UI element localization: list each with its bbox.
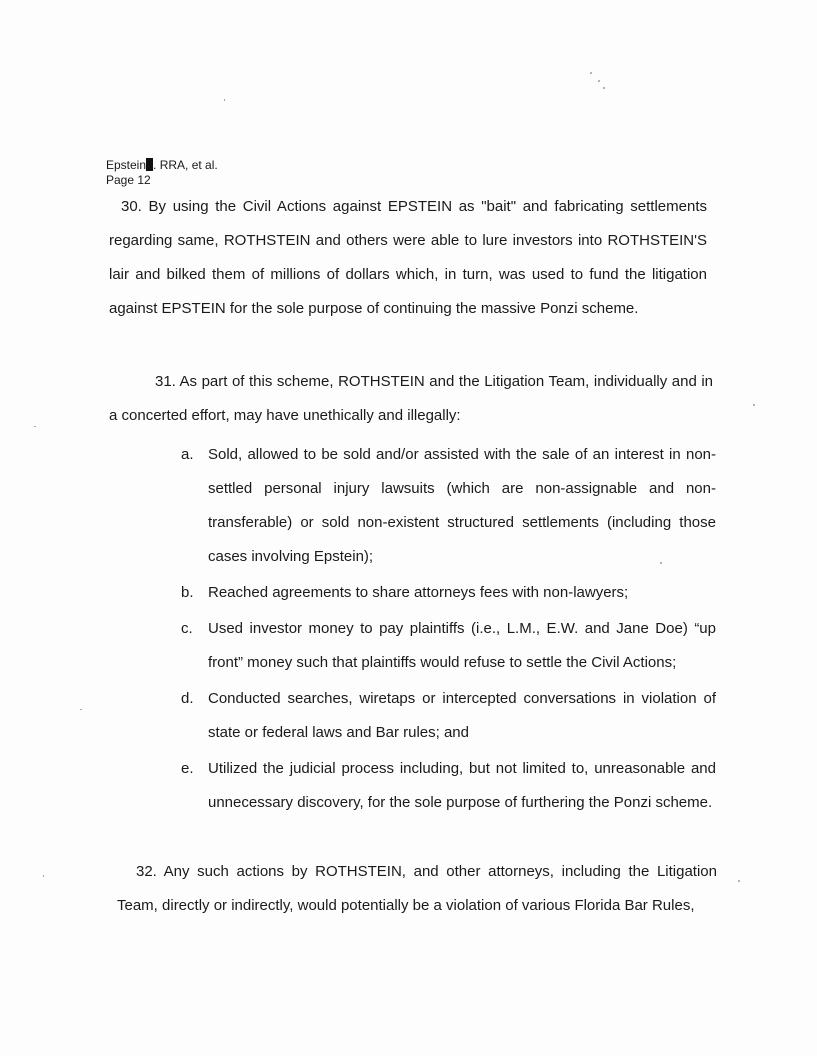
scan-speck — [738, 880, 740, 882]
paragraph-30: 30. By using the Civil Actions against EPSTEIN as "bait" and fabricating settlements regarding same, ROTHSTEIN and others were able to lure investors into ROTHSTEIN'S lair and bilked them of millions of dollars which, in turn, was used to fund the litigation against EPSTEIN for the sole purpose of continuing the massive Ponzi scheme. — [109, 198, 707, 317]
list-item-d — [181, 682, 716, 750]
redaction-mark — [146, 158, 153, 171]
scan-speck — [660, 562, 662, 564]
list-item-text: Sold, allowed to be sold and/or assisted with the sale of an interest in non-settled personal injury lawsuits (which are non-assignable and non-transferable) or sold non-existent structured settlements (including those cases involving Epstein); — [208, 446, 716, 565]
list-item-c — [181, 612, 716, 680]
list-item-text: Conducted searches, wiretaps or intercepted conversations in violation of state or federal laws and Bar rules; and — [208, 690, 716, 741]
scan-speck — [34, 426, 36, 427]
scan-speck — [598, 80, 600, 82]
list-marker: a. — [181, 446, 194, 463]
case-caption — [106, 158, 218, 173]
list-marker: c. — [181, 620, 193, 637]
scan-speck — [80, 709, 82, 710]
list-item-text: Reached agreements to share attorneys fees with non-lawyers; — [208, 584, 629, 601]
allegation-list — [181, 438, 716, 820]
list-marker: d. — [181, 690, 194, 707]
scan-speck — [590, 72, 592, 74]
scan-speck — [43, 875, 44, 877]
page-number: Page 12 — [106, 173, 151, 187]
page-header — [106, 158, 218, 188]
list-item-b — [181, 576, 716, 610]
list-item-e — [181, 752, 716, 820]
list-item-a — [181, 438, 716, 574]
list-item-text: Utilized the judicial process including, but not limited to, unreasonable and unnecessary discovery, for the sole purpose of furthering the Ponzi scheme. — [208, 760, 716, 811]
list-marker: b. — [181, 584, 194, 601]
scan-speck — [603, 87, 605, 89]
list-item-text: Used investor money to pay plaintiffs (i.e., L.M., E.W. and Jane Doe) “up front” money such that plaintiffs would refuse to settle the Civil Actions; — [208, 620, 716, 671]
case-caption-left: Epstein — [106, 158, 147, 172]
paragraph-32: 32. Any such actions by ROTHSTEIN, and other attorneys, including the Litigation Team, directly or indirectly, would potentially be a violation of various Florida Bar Rules, — [117, 863, 717, 914]
case-caption-right: . RRA, et al. — [153, 158, 218, 172]
list-marker: e. — [181, 760, 194, 777]
paragraph-31: 31. As part of this scheme, ROTHSTEIN and the Litigation Team, individually and in a concerted effort, may have unethically and illegally: — [109, 373, 713, 424]
scan-speck — [753, 404, 755, 406]
scan-speck — [224, 99, 225, 101]
